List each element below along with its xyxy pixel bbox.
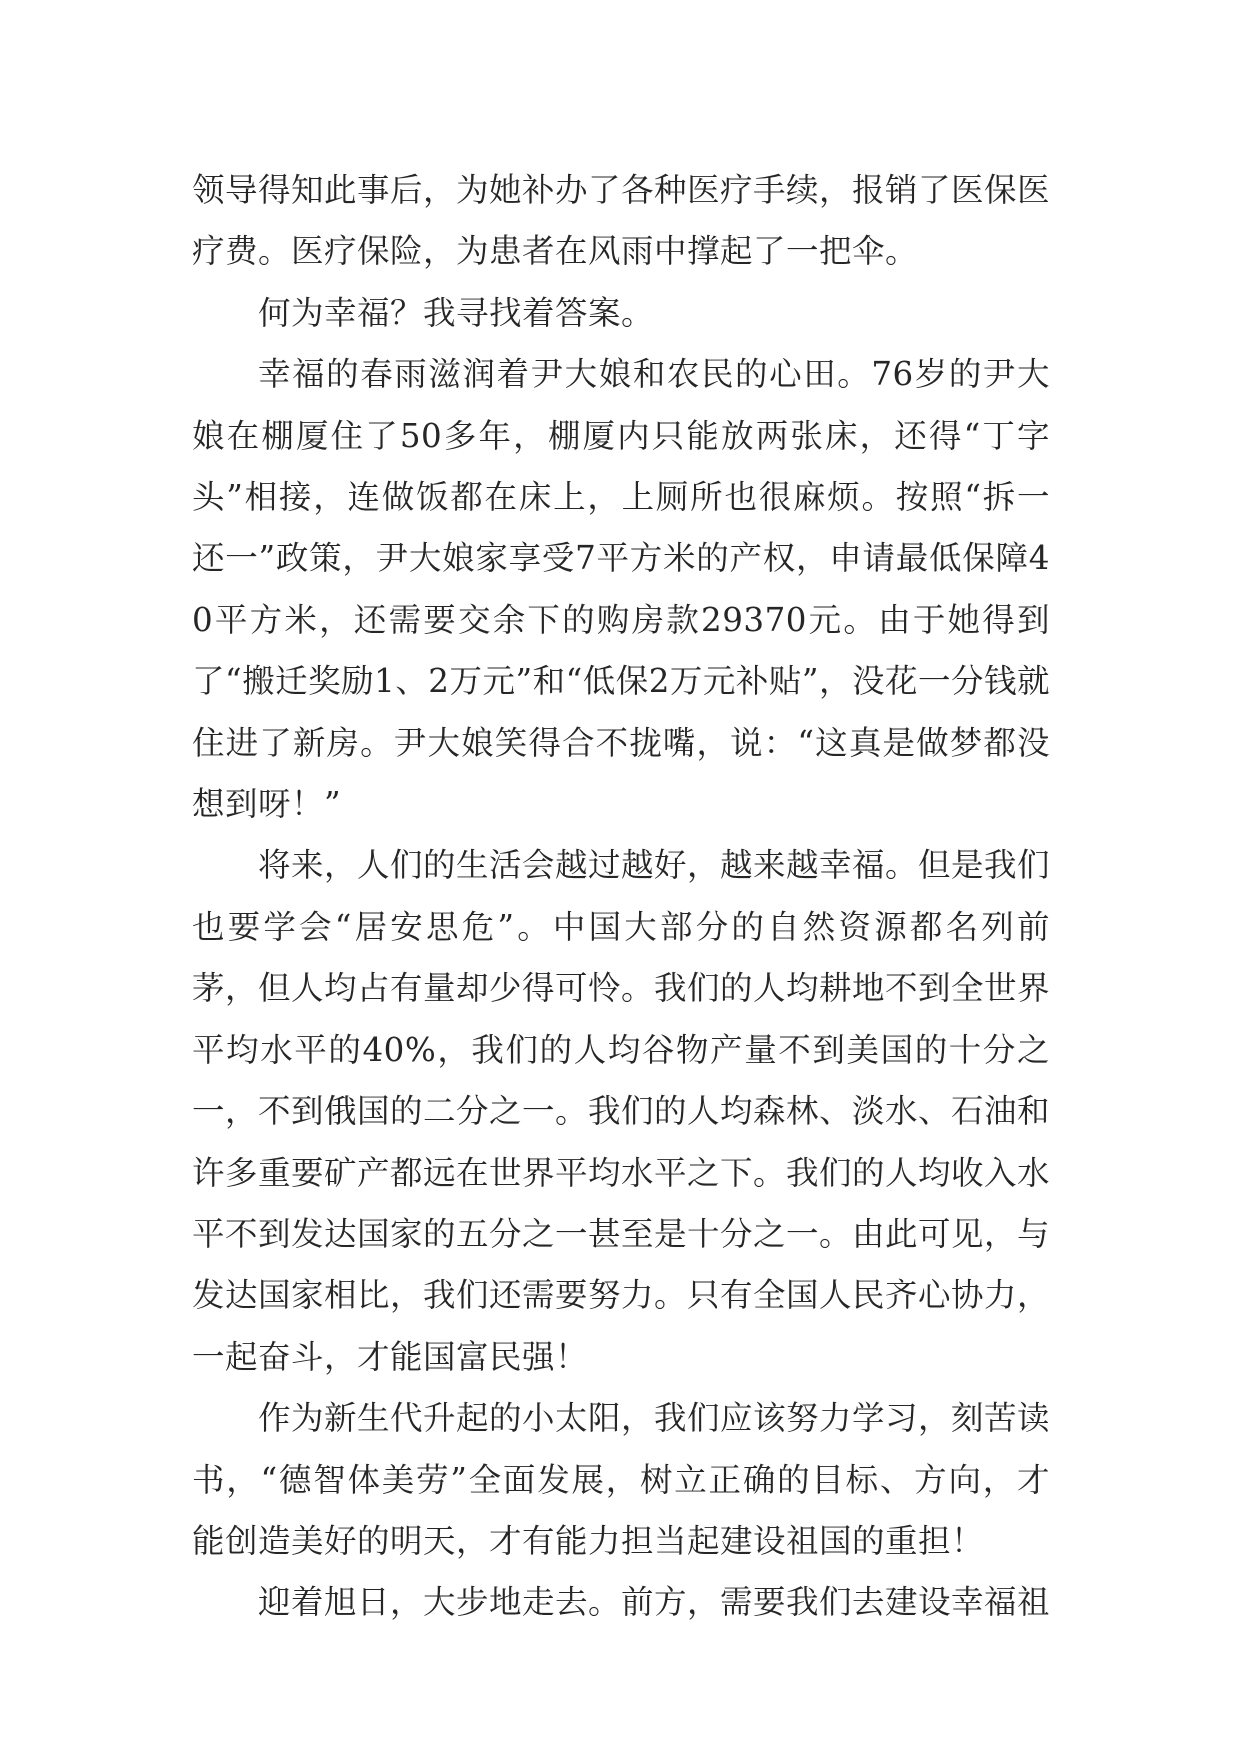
paragraph-new-generation: 作为新生代升起的小太阳，我们应该努力学习，刻苦读书，“德智体美劳”全面发展，树立正确的目标、方向，才能创造美好的明天，才有能力担当起建设祖国的重担！ xyxy=(192,1399,1051,1560)
paragraph-medical-insurance: 领导得知此事后，为她补办了各种医疗手续，报销了医保医疗费。医疗保险，为患者在风雨中撑起了一把伞。 xyxy=(192,171,1051,271)
paragraph-aunt-yin-story: 幸福的春雨滋润着尹大娘和农民的心田。76岁的尹大娘在棚厦住了50多年，棚厦内只能放两张床，还得“丁字头”相接，连做饭都在床上，上厕所也很麻烦。按照“拆一还一”政策，尹大娘家享受7平方米的产权，申请最低保障40平方米，还需要交余下的购房款29370元。由于她得到了“搬迁奖励1、2万元”和“低保2万元补贴”，没花一分钱就住进了新房。尹大娘笑得合不拢嘴，说：“这真是做梦都没想到呀！” xyxy=(192,355,1050,824)
paragraph-national-resources: 将来，人们的生活会越过越好，越来越幸福。但是我们也要学会“居安思危”。中国大部分的自然资源都名列前茅，但人均占有量却少得可怜。我们的人均耕地不到全世界平均水平的40%，我们的人均谷物产量不到美国的十分之一，不到俄国的二分之一。我们的人均森林、淡水、石油和许多重要矿产都远在世界平均水平之下。我们的人均收入水平不到发达国家的五分之一甚至是十分之一。由此可见，与发达国家相比，我们还需要努力。只有全国人民齐心协力，一起奋斗，才能国富民强！ xyxy=(192,846,1051,1376)
document-body xyxy=(192,160,1050,1634)
paragraph-closing: 迎着旭日，大步地走去。前方，需要我们去建设幸福祖 xyxy=(258,1583,1051,1622)
paragraph-what-is-happiness: 何为幸福？我寻找着答案。 xyxy=(258,293,655,332)
